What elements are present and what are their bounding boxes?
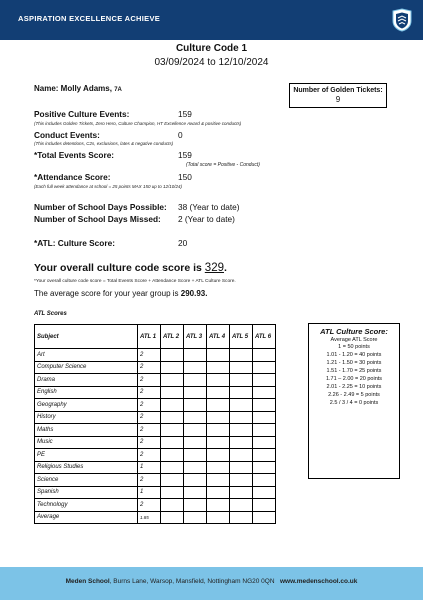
days-possible-label: Number of School Days Possible: [34,202,167,212]
subject-cell: Religious Studies [35,461,138,474]
total-events-note: (Total score = Positive - Conduct) [186,162,260,168]
empty-cell [207,486,230,499]
atl-culture-row [34,238,188,248]
subject-cell: Music [35,436,138,449]
atl1-cell: 2 [138,474,161,487]
subject-cell: English [35,386,138,399]
column-header: Subject [35,325,138,349]
empty-cell [230,474,253,487]
year-average-value: 290.93 [180,289,206,298]
footer-school-name: Meden School [65,578,110,585]
empty-cell [184,436,207,449]
empty-cell [184,486,207,499]
student-name [34,84,122,93]
atl1-cell: 2 [138,399,161,412]
empty-cell [184,424,207,437]
empty-cell [230,374,253,387]
total-events-row [34,150,192,160]
atl-scores-table [34,324,276,524]
column-header: ATL 5 [230,325,253,349]
atl1-cell: 1 [138,461,161,474]
empty-cell [207,449,230,462]
empty-cell [230,511,253,524]
table-row [35,424,276,437]
empty-cell [207,361,230,374]
total-events-label: *Total Events Score: [34,150,115,160]
atl-legend-item: 1.71 – 2.00 = 20 points [325,376,383,382]
empty-cell [161,399,184,412]
attendance-label: *Attendance Score: [34,172,111,182]
positive-events-note: (This includes Golden Tickets, Zero Hero, Culture Champion, HT Excellence Award & positive conducts) [34,121,242,126]
empty-cell [253,436,276,449]
days-possible-value: 38 (Year to date) [178,202,240,212]
column-header: ATL 6 [253,325,276,349]
empty-cell [161,511,184,524]
golden-tickets-box [289,83,387,108]
table-row [35,399,276,412]
table-row [35,461,276,474]
empty-cell [161,374,184,387]
atl-legend-item: 1 = 50 points [338,344,370,350]
subject-cell: Art [35,349,138,362]
empty-cell [207,474,230,487]
table-row [35,511,276,524]
empty-cell [230,349,253,362]
atl1-cell: 2 [138,449,161,462]
days-missed-value: 2 (Year to date) [178,214,235,224]
empty-cell [161,424,184,437]
empty-cell [253,399,276,412]
atl-legend-item: 2.5 / 3 / 4 = 0 points [329,400,379,406]
empty-cell [161,461,184,474]
attendance-row [34,172,192,182]
atl1-cell: 2 [138,424,161,437]
table-row [35,374,276,387]
empty-cell [184,411,207,424]
golden-tickets-label: Number of Golden Tickets: [293,87,383,94]
days-possible-row [34,202,240,212]
empty-cell [230,361,253,374]
overall-score [34,262,227,274]
table-row [35,436,276,449]
golden-tickets-value: 9 [335,95,341,104]
empty-cell [161,474,184,487]
empty-cell [161,436,184,449]
total-events-value: 159 [178,150,192,160]
overall-score-note: *Your overall culture code score = Total Events Score + Attendance Score + ATL Culture Score. [34,279,236,284]
table-row [35,499,276,512]
atl1-cell: 1.85 [138,511,161,524]
atl-legend-item: 1.51 - 1.70 = 25 points [326,368,382,374]
table-row [35,411,276,424]
empty-cell [184,349,207,362]
empty-cell [230,386,253,399]
empty-cell [253,461,276,474]
column-header: ATL 4 [207,325,230,349]
overall-score-prefix: Your overall culture code score is [34,262,205,274]
atl1-cell: 2 [138,436,161,449]
table-row [35,361,276,374]
empty-cell [253,361,276,374]
empty-cell [207,511,230,524]
empty-cell [184,361,207,374]
attendance-value: 150 [178,172,192,182]
empty-cell [230,499,253,512]
conduct-events-label: Conduct Events: [34,130,100,140]
student-class: 7A [114,87,122,93]
empty-cell [184,499,207,512]
empty-cell [230,449,253,462]
empty-cell [230,399,253,412]
atl-culture-label: *ATL: Culture Score: [34,238,115,248]
empty-cell [253,486,276,499]
footer-address: , Burns Lane, Warsop, Mansfield, Nottingham NG20 0QN [109,578,275,585]
subject-cell: Maths [35,424,138,437]
subject-cell: PE [35,449,138,462]
subject-cell: Computer Science [35,361,138,374]
empty-cell [253,349,276,362]
subject-cell: Technology [35,499,138,512]
empty-cell [230,436,253,449]
conduct-events-note: (This includes detentions, C2s, exclusions, lates & negative conducts) [34,141,174,146]
subject-cell: Average [35,511,138,524]
table-row [35,349,276,362]
empty-cell [253,499,276,512]
year-average-suffix: . [205,289,208,298]
empty-cell [253,411,276,424]
days-missed-row [34,214,235,224]
slogan: ASPIRATION EXCELLENCE ACHIEVE [18,14,161,23]
empty-cell [253,474,276,487]
empty-cell [161,386,184,399]
positive-events-row [34,109,192,119]
year-average-prefix: The average score for your year group is [34,289,181,298]
atl1-cell: 2 [138,411,161,424]
atl-scores-heading: ATL Scores [34,311,67,317]
subject-cell: Spanish [35,486,138,499]
table-row [35,474,276,487]
empty-cell [207,436,230,449]
table-header-row [35,325,276,349]
positive-events-label: Positive Culture Events: [34,109,130,119]
atl-legend-item: 1.01 - 1.20 = 40 points [326,352,382,358]
atl-legend-item: 1.21 - 1.50 = 30 points [326,360,382,366]
conduct-events-value: 0 [178,130,183,140]
atl-legend-item: 2.01 - 2.25 = 10 points [326,384,382,390]
empty-cell [253,424,276,437]
document-title: Culture Code 1 [175,43,248,54]
footer-banner [0,567,423,600]
table-row [35,486,276,499]
empty-cell [207,499,230,512]
empty-cell [184,511,207,524]
table-row [35,449,276,462]
attendance-note: (Each full week attendance at school = 25 points MAX 150 up to 12/10/24) [34,184,182,189]
empty-cell [161,349,184,362]
empty-cell [230,411,253,424]
empty-cell [253,449,276,462]
atl1-cell: 2 [138,386,161,399]
empty-cell [230,461,253,474]
footer-website[interactable]: www.medenschool.co.uk [279,578,358,585]
atl1-cell: 2 [138,499,161,512]
column-header: ATL 2 [161,325,184,349]
overall-score-suffix: . [223,262,227,274]
empty-cell [161,486,184,499]
empty-cell [161,361,184,374]
school-crest-icon [391,8,413,32]
days-missed-label: Number of School Days Missed: [34,214,161,224]
empty-cell [207,349,230,362]
column-header: ATL 3 [184,325,207,349]
empty-cell [207,386,230,399]
subject-cell: Geography [35,399,138,412]
atl1-cell: 2 [138,349,161,362]
empty-cell [253,511,276,524]
subject-cell: Drama [35,374,138,387]
empty-cell [184,461,207,474]
empty-cell [184,399,207,412]
empty-cell [161,499,184,512]
table-row [35,386,276,399]
overall-score-value: 329 [204,262,224,274]
atl-legend-item: 2.26 - 2.49 = 5 points [328,392,380,398]
empty-cell [207,424,230,437]
empty-cell [161,411,184,424]
title-block [0,40,423,68]
atl-legend-subtitle: Average ATL Score [330,337,378,343]
empty-cell [184,374,207,387]
conduct-events-row [34,130,183,140]
atl1-cell: 2 [138,374,161,387]
atl-culture-value: 20 [178,238,188,248]
atl1-cell: 2 [138,361,161,374]
empty-cell [207,461,230,474]
date-range: 03/09/2024 to 12/10/2024 [154,57,269,68]
atl-legend-title: ATL Culture Score: [320,327,388,336]
subject-cell: History [35,411,138,424]
footer-text [0,578,423,585]
atl-legend-box [308,323,400,479]
empty-cell [207,411,230,424]
empty-cell [161,449,184,462]
student-name-label: Name: Molly Adams, [34,84,112,93]
empty-cell [253,374,276,387]
subject-cell: Science [35,474,138,487]
positive-events-value: 159 [178,109,192,119]
empty-cell [184,386,207,399]
year-average [34,289,207,298]
column-header: ATL 1 [138,325,161,349]
empty-cell [184,474,207,487]
empty-cell [253,386,276,399]
header-banner [0,0,423,40]
empty-cell [207,374,230,387]
empty-cell [184,449,207,462]
empty-cell [207,399,230,412]
empty-cell [230,486,253,499]
atl1-cell: 1 [138,486,161,499]
empty-cell [230,424,253,437]
